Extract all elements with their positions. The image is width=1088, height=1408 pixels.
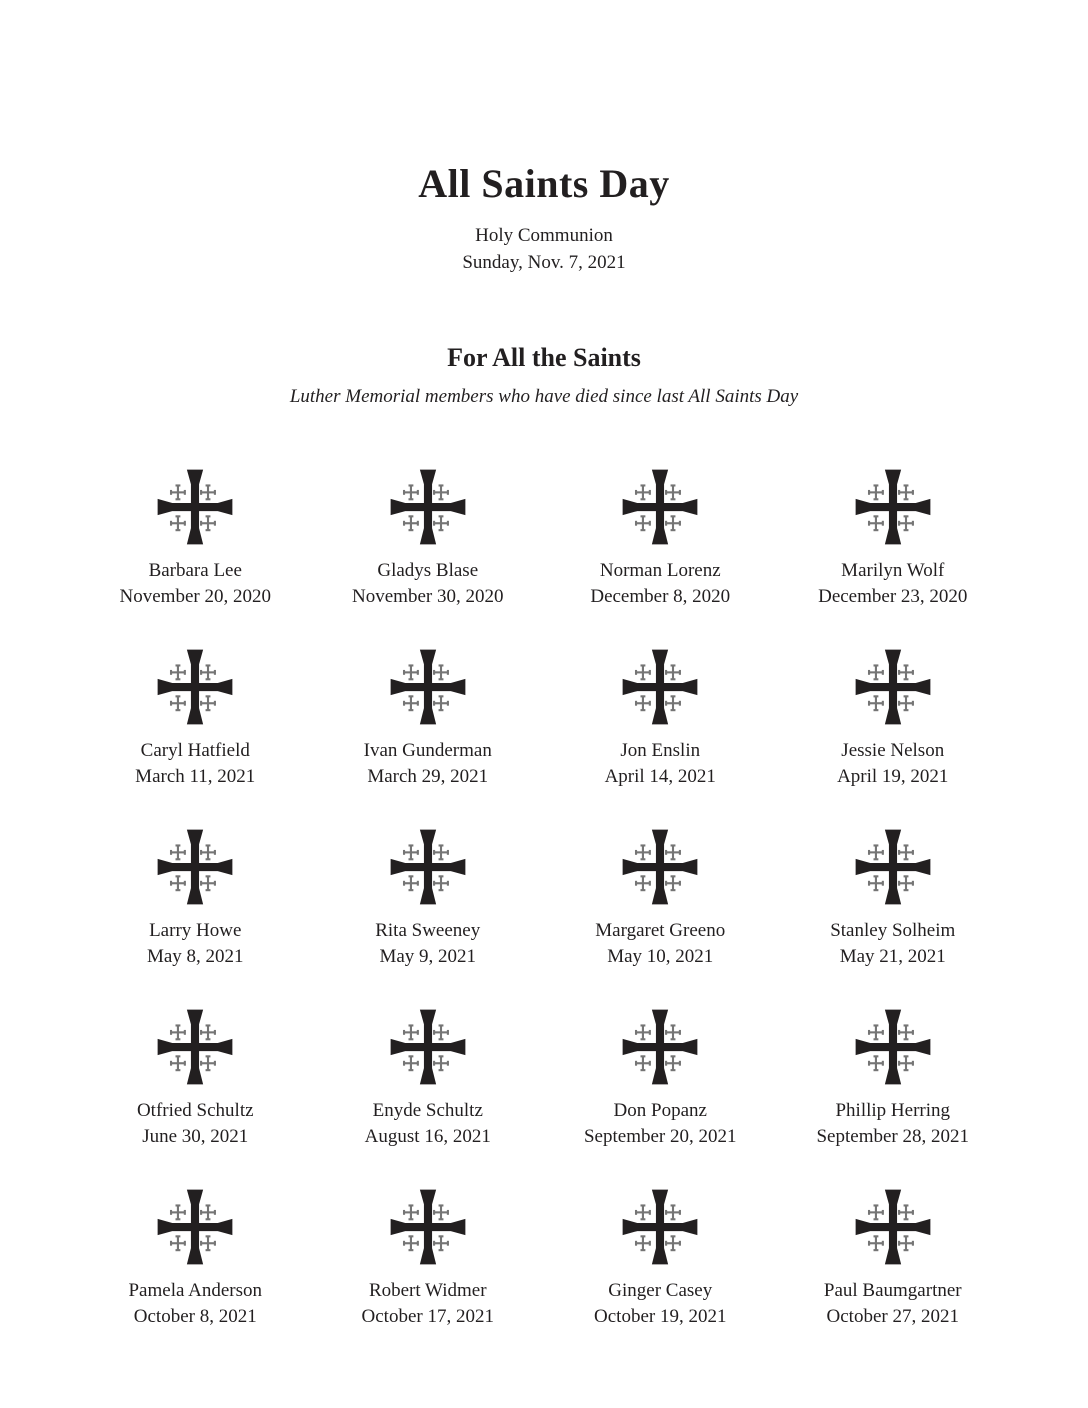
- memorial-name: Don Popanz: [613, 1100, 707, 1121]
- memorial-entry: [777, 468, 1010, 610]
- memorial-entry: [79, 1008, 312, 1150]
- jerusalem-cross-icon: [619, 1188, 701, 1266]
- memorial-name: Norman Lorenz: [599, 560, 721, 581]
- memorial-date: October 17, 2021: [361, 1306, 494, 1327]
- memorial-entry: [544, 1008, 777, 1150]
- jerusalem-cross-icon: [387, 1008, 469, 1086]
- memorial-name: Rita Sweeney: [375, 920, 481, 941]
- jerusalem-cross-icon: [852, 468, 934, 546]
- jerusalem-cross-icon: [619, 828, 701, 906]
- memorial-date: August 16, 2021: [364, 1126, 491, 1147]
- page-title: All Saints Day: [418, 161, 670, 206]
- subtitle-date: Sunday, Nov. 7, 2021: [462, 252, 626, 273]
- memorial-name: Paul Baumgartner: [823, 1280, 962, 1301]
- memorial-name: Jessie Nelson: [841, 740, 945, 761]
- memorial-entry: [312, 468, 545, 610]
- memorial-date: September 20, 2021: [583, 1126, 737, 1147]
- memorial-name: Larry Howe: [149, 920, 242, 941]
- memorial-date: May 8, 2021: [146, 946, 244, 967]
- memorial-name: Margaret Greeno: [595, 920, 726, 941]
- jerusalem-cross-icon: [387, 468, 469, 546]
- memorial-name: Phillip Herring: [835, 1100, 951, 1121]
- memorial-name: Robert Widmer: [368, 1280, 487, 1301]
- subtitle-block: [0, 222, 1088, 276]
- jerusalem-cross-icon: [154, 1008, 236, 1086]
- memorial-name: Marilyn Wolf: [841, 560, 945, 581]
- memorial-entry: [312, 1008, 545, 1150]
- memorial-date: September 28, 2021: [816, 1126, 969, 1147]
- memorial-name: Gladys Blase: [377, 560, 479, 581]
- memorial-date: April 19, 2021: [837, 766, 949, 787]
- jerusalem-cross-icon: [852, 648, 934, 726]
- jerusalem-cross-icon: [619, 1008, 701, 1086]
- jerusalem-cross-icon: [619, 648, 701, 726]
- memorial-date: May 9, 2021: [379, 946, 477, 967]
- memorial-name: Enyde Schultz: [372, 1100, 483, 1121]
- memorial-entry: [79, 1188, 312, 1330]
- memorial-date: April 14, 2021: [604, 766, 716, 787]
- memorial-entry: [544, 648, 777, 790]
- memorial-entry: [777, 648, 1010, 790]
- memorial-entry: [79, 828, 312, 970]
- memorial-date: November 30, 2020: [352, 586, 504, 607]
- memorial-entry: [312, 828, 545, 970]
- memorial-name: Ivan Gunderman: [363, 740, 492, 761]
- jerusalem-cross-icon: [387, 1188, 469, 1266]
- memorial-date: March 11, 2021: [135, 766, 256, 787]
- section-description: Luther Memorial members who have died since last All Saints Day: [289, 386, 799, 407]
- memorial-entry: [544, 468, 777, 610]
- memorial-date: May 21, 2021: [839, 946, 946, 967]
- memorial-name: Jon Enslin: [620, 740, 701, 761]
- memorial-date: June 30, 2021: [142, 1126, 249, 1147]
- jerusalem-cross-icon: [154, 468, 236, 546]
- memorial-date: December 23, 2020: [818, 586, 968, 607]
- jerusalem-cross-icon: [154, 648, 236, 726]
- memorial-entry: [777, 828, 1010, 970]
- memorial-entry: [312, 648, 545, 790]
- jerusalem-cross-icon: [154, 1188, 236, 1266]
- memorial-date: December 8, 2020: [590, 586, 731, 607]
- memorial-entry: [79, 468, 312, 610]
- memorial-name: Ginger Casey: [608, 1280, 713, 1301]
- memorial-name: Otfried Schultz: [136, 1100, 254, 1121]
- jerusalem-cross-icon: [619, 468, 701, 546]
- memorial-entry: [312, 1188, 545, 1330]
- jerusalem-cross-icon: [852, 1008, 934, 1086]
- memorial-date: October 8, 2021: [133, 1306, 257, 1327]
- jerusalem-cross-icon: [387, 648, 469, 726]
- memorial-name: Stanley Solheim: [830, 920, 956, 941]
- memorial-entry: [777, 1188, 1010, 1330]
- memorial-date: March 29, 2021: [367, 766, 489, 787]
- jerusalem-cross-icon: [852, 1188, 934, 1266]
- memorial-name: Pamela Anderson: [128, 1280, 262, 1301]
- jerusalem-cross-icon: [387, 828, 469, 906]
- memorial-entry: [777, 1008, 1010, 1150]
- section-heading: For All the Saints: [447, 343, 641, 372]
- memorial-date: November 20, 2020: [119, 586, 271, 607]
- memorial-entry: [544, 828, 777, 970]
- memorial-name: Caryl Hatfield: [140, 740, 250, 761]
- jerusalem-cross-icon: [852, 828, 934, 906]
- memorial-date: May 10, 2021: [607, 946, 714, 967]
- memorial-entry: [544, 1188, 777, 1330]
- memorial-grid: [79, 468, 1009, 1330]
- subtitle-service: Holy Communion: [475, 225, 613, 246]
- memorial-date: October 19, 2021: [594, 1306, 727, 1327]
- memorial-name: Barbara Lee: [148, 560, 242, 581]
- jerusalem-cross-icon: [154, 828, 236, 906]
- memorial-date: October 27, 2021: [826, 1306, 959, 1327]
- memorial-entry: [79, 648, 312, 790]
